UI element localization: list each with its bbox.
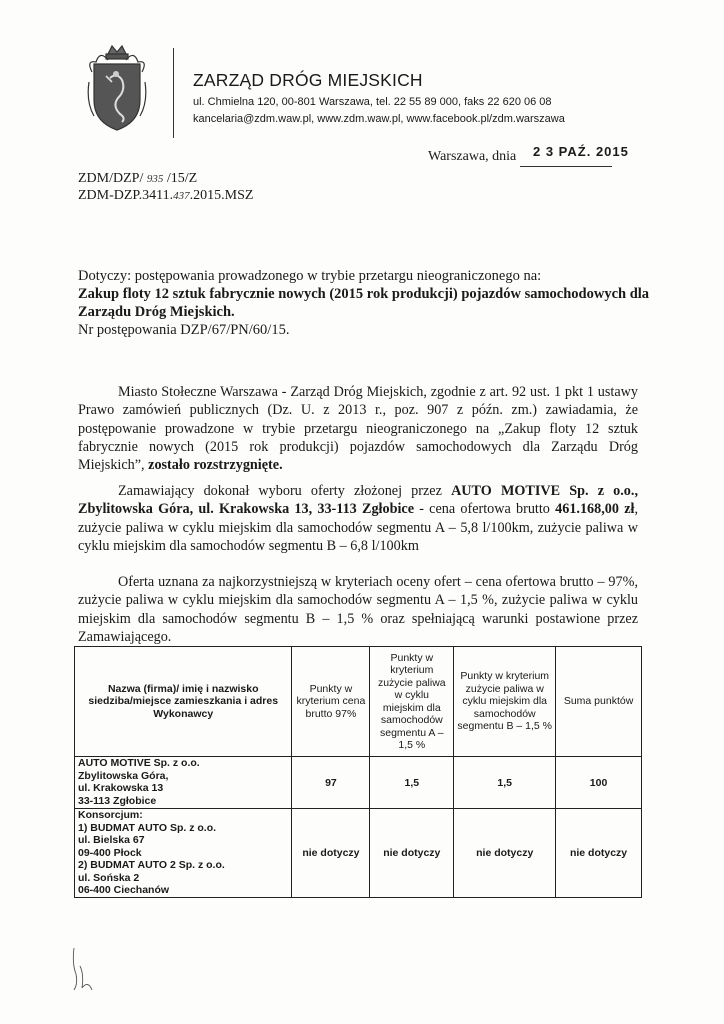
- price-points-cell: 97: [292, 757, 370, 809]
- ref1-prefix: ZDM/DZP/: [78, 171, 144, 186]
- contractor-line: ul. Krakowska 13: [78, 782, 164, 794]
- segment-a-points-cell: 1,5: [370, 757, 454, 809]
- contractor-cell: [75, 809, 292, 898]
- paragraph-1-bold: zostało rozstrzygnięte.: [148, 457, 283, 474]
- organization-name: ZARZĄD DRÓG MIEJSKICH: [193, 70, 423, 90]
- header-price-points: Punkty w kryterium cena brutto 97%: [292, 647, 370, 757]
- table-row: [75, 757, 642, 809]
- contractor-line: Konsorcjum:: [78, 809, 143, 821]
- header-segment-a-points: Punkty w kryterium zużycie paliwa w cyklu miejskim dla samochodów segmentu A – 1,5 %: [370, 647, 454, 757]
- place-label: Warszawa, dnia: [428, 149, 517, 164]
- ref2-prefix: ZDM-DZP.3411.: [78, 188, 174, 203]
- segment-a-points-cell: nie dotyczy: [370, 809, 454, 898]
- header-divider: [173, 48, 174, 138]
- contractor-line: 1) BUDMAT AUTO Sp. z o.o.: [78, 821, 217, 834]
- contractor-line: 06-400 Ciechanów: [78, 884, 170, 896]
- organization-address: ul. Chmielna 120, 00-801 Warszawa, tel. 22 55 89 000, faks 22 620 06 08: [193, 96, 552, 108]
- selected-company: AUTO MOTIVE Sp. z o.o., Zbylitowska Góra, ul. Krakowska 13, 33-113 Zgłobice: [78, 483, 638, 518]
- ref2-suffix: .2015.MSZ: [189, 188, 254, 203]
- organization-contact: kancelaria@zdm.waw.pl, www.zdm.waw.pl, www.facebook.pl/zdm.warszawa: [193, 113, 565, 125]
- contractor-line: ul. Bielska 67: [78, 834, 145, 846]
- reference-number-1: [78, 171, 197, 187]
- header-sum-points: Suma punktów: [556, 647, 642, 757]
- ref1-handwritten: 935: [146, 173, 164, 185]
- ref1-suffix: /15/Z: [166, 171, 198, 186]
- table-header-row: [75, 647, 642, 757]
- contractor-line: 09-400 Płock: [78, 846, 142, 859]
- contractor-line: AUTO MOTIVE Sp. z o.o.: [78, 757, 200, 769]
- header-segment-b-points: Punkty w kryterium zużycie paliwa w cyklu miejskim dla samochodów segmentu B – 1,5 %: [454, 647, 556, 757]
- procedure-number: Nr postępowania DZP/67/PN/60/15.: [78, 322, 290, 338]
- price-points-cell: nie dotyczy: [292, 809, 370, 898]
- sum-points-cell: nie dotyczy: [556, 809, 642, 898]
- subject-title-line1: Zakup floty 12 sztuk fabrycznie nowych (2015 rok produkcji) pojazdów samochodowych dla: [78, 286, 650, 302]
- paragraph-1: [78, 383, 638, 474]
- segment-b-points-cell: 1,5: [454, 757, 556, 809]
- paragraph-2-b: - cena ofertowa brutto: [414, 501, 556, 518]
- paragraph-2: [78, 482, 638, 555]
- warsaw-coat-of-arms-icon: [86, 42, 148, 134]
- paragraph-2-a: Zamawiający dokonał wyboru oferty złożonej przez: [118, 483, 452, 499]
- paragraph-1-text: Miasto Stołeczne Warszawa - Zarząd Dróg Miejskich, zgodnie z art. 92 ust. 1 pkt 1 ustawy Prawo zamówień publicznych (Dz. U. z 2013 r., poz. 907 z późn. zm.) zawiadamia, że postępowanie prowadzone w trybie przetargu nieograniczonego na „Zakup floty 12 sztuk fabrycznie nowych (2015 rok produkcji) pojazdów samochodowych dla Zarządu Dróg Miejskich”,: [78, 384, 638, 474]
- contractor-cell: [75, 757, 292, 809]
- ref2-handwritten: 437: [173, 190, 190, 202]
- contractor-line: Zbylitowska Góra,: [78, 769, 169, 782]
- subject-title-line2: Zarządu Dróg Miejskich.: [78, 304, 235, 320]
- handwritten-initials: [68, 944, 98, 994]
- scoring-table: [74, 646, 642, 898]
- date-underline: [520, 166, 612, 167]
- segment-b-points-cell: nie dotyczy: [454, 809, 556, 898]
- paragraph-3: Oferta uznana za najkorzystniejszą w kryteriach oceny ofert – cena ofertowa brutto – 97%, zużycie paliwa w cyklu miejskim dla samochodów segmentu A – 1,5 %, zużycie paliwa w cyklu miejskim dla samochodów segmentu B – 1,5 % oraz spełniającą warunki postawione przez Zamawiającego.: [78, 574, 638, 645]
- reference-number-2: [78, 188, 253, 204]
- contractor-line: ul. Sońska 2: [78, 871, 140, 884]
- contractor-line: 33-113 Zgłobice: [78, 794, 157, 807]
- paragraph-2-c: , zużycie paliwa w cyklu miejskim dla samochodów segmentu A – 5,8 l/100km, zużycie paliwa w cyklu miejskim dla samochodów segmentu B – 6,8 l/100km: [78, 501, 638, 554]
- sum-points-cell: 100: [556, 757, 642, 809]
- date-stamp: 2 3 PAŹ. 2015: [533, 144, 629, 159]
- table-row: [75, 809, 642, 898]
- contractor-line: 2) BUDMAT AUTO 2 Sp. z o.o.: [78, 859, 225, 871]
- offer-price: 461.168,00 zł: [555, 501, 635, 518]
- header-contractor: Nazwa (firma)/ imię i nazwisko siedziba/miejsce zamieszkania i adres Wykonawcy: [75, 647, 292, 757]
- subject-intro: Dotyczy: postępowania prowadzonego w trybie przetargu nieograniczonego na:: [78, 268, 542, 284]
